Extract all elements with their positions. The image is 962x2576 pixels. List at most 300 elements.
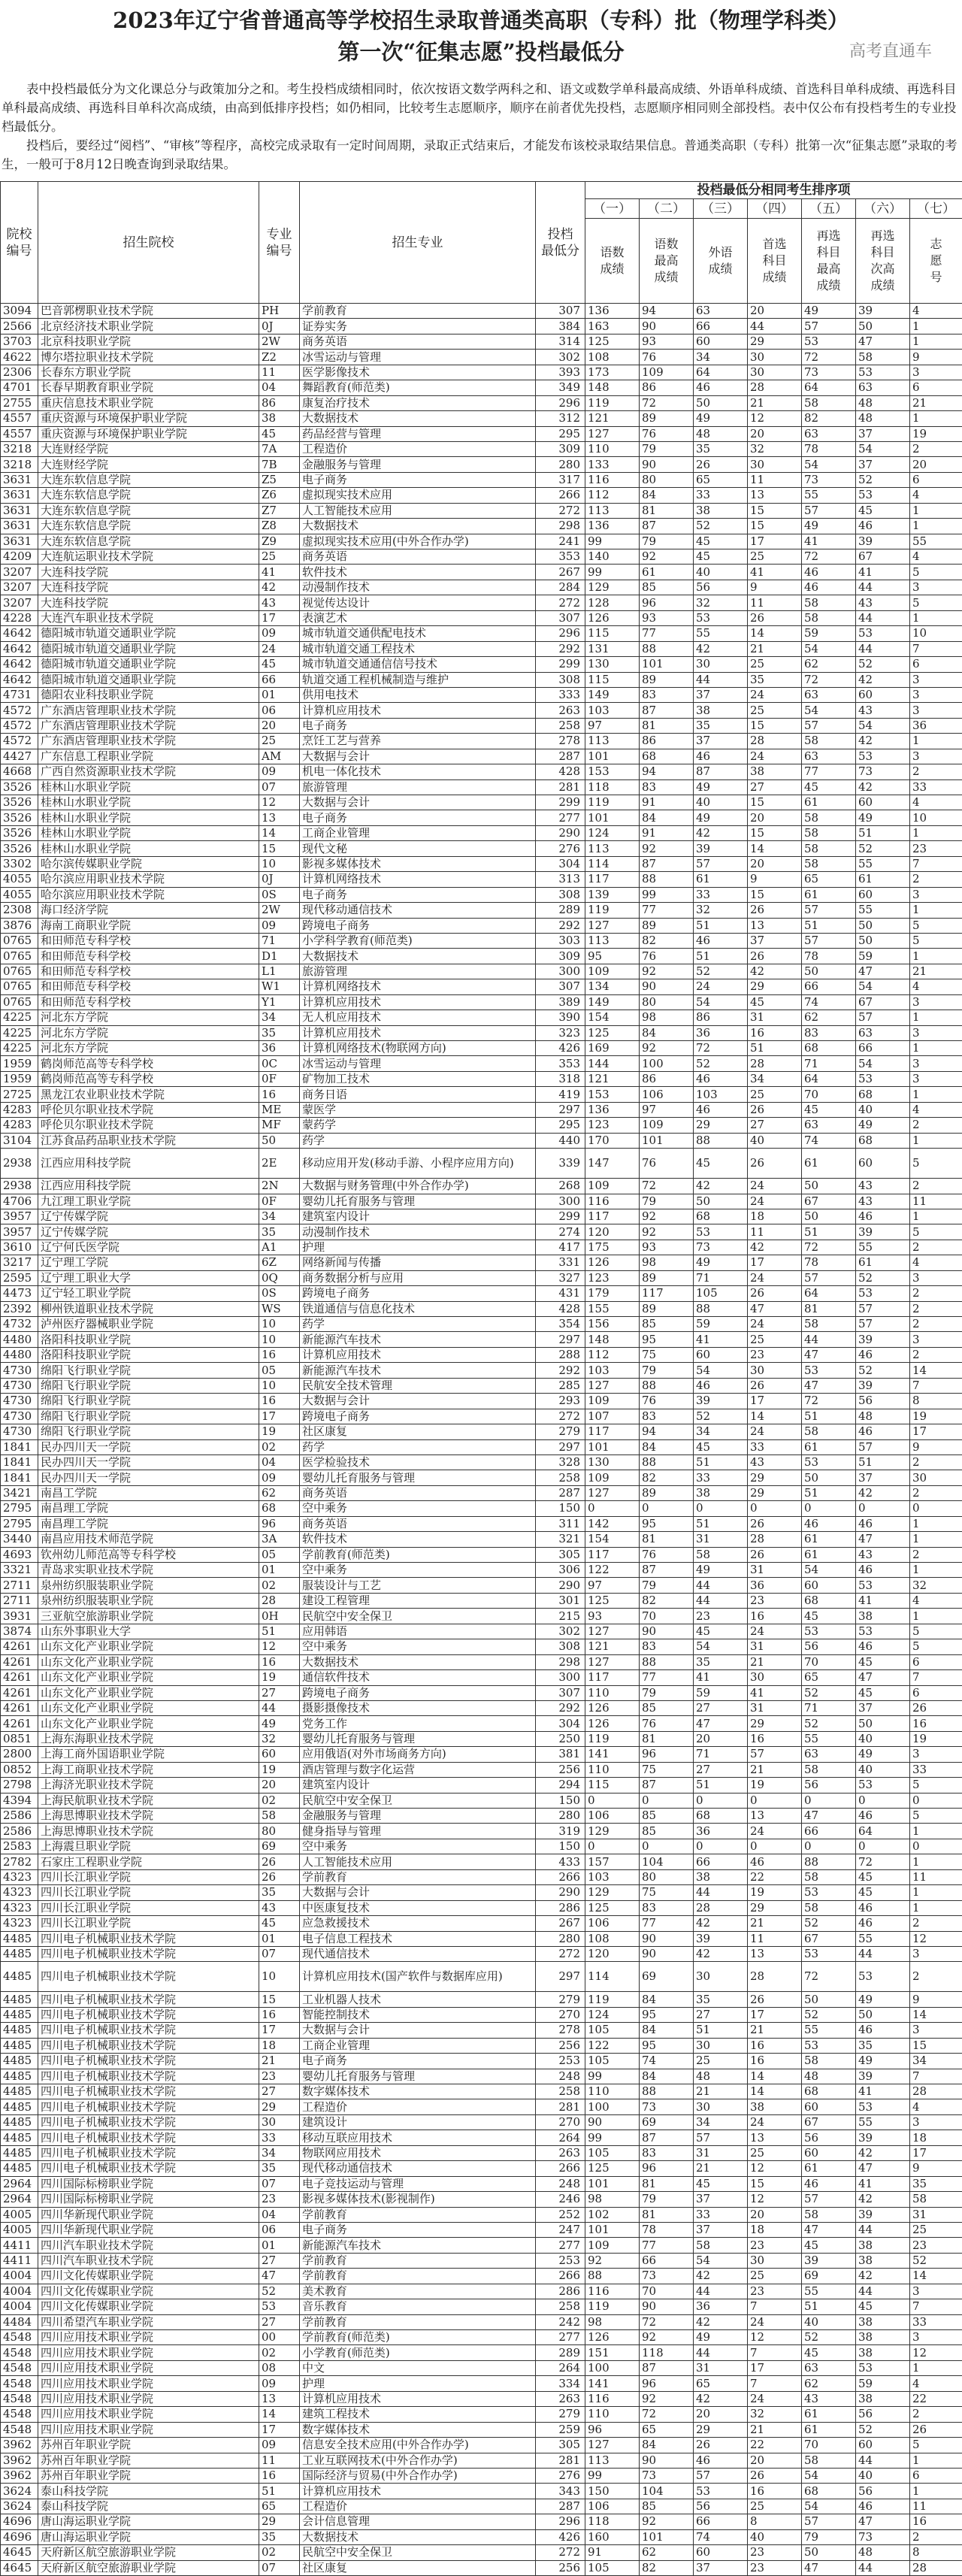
score-top-single: 92 (640, 549, 694, 565)
table-row (1, 2545, 962, 2560)
score-foreign-lang: 44 (694, 2284, 748, 2299)
score-top-single: 92 (640, 1224, 694, 1240)
major-name: 现代移动通信技术 (300, 903, 536, 918)
score-foreign-lang: 64 (694, 365, 748, 380)
major-code: 47 (259, 2269, 300, 2284)
school-code: 2938 (1, 1179, 38, 1194)
score-chinese-math: 101 (585, 2222, 640, 2237)
major-name: 商务数据分析与应用 (300, 1270, 536, 1285)
major-name: 学前教育 (300, 2314, 536, 2329)
score-top-single: 77 (640, 1670, 694, 1685)
score-first-subject: 21 (748, 1654, 802, 1669)
school-name: 上海震旦职业学院 (38, 1839, 259, 1854)
major-code: 2W (259, 334, 300, 349)
school-code: 4557 (1, 411, 38, 426)
school-name: 上海工商职业技术学院 (38, 1762, 259, 1777)
score-top-single: 77 (640, 2238, 694, 2253)
school-code: 3218 (1, 441, 38, 456)
min-score: 277 (536, 810, 585, 825)
score-foreign-lang: 34 (694, 1424, 748, 1439)
score-foreign-lang: 71 (694, 1270, 748, 1285)
score-first-subject: 16 (748, 2054, 802, 2069)
major-code: 06 (259, 703, 300, 718)
score-reselect-top: 51 (802, 1485, 856, 1500)
score-chinese-math: 127 (585, 1485, 640, 1500)
score-reselect-top: 70 (802, 2438, 856, 2453)
min-score: 281 (536, 2453, 585, 2468)
score-reselect-second: 63 (856, 380, 910, 395)
score-top-single: 83 (640, 779, 694, 795)
score-first-subject: 17 (748, 534, 802, 549)
min-score: 349 (536, 380, 585, 395)
score-reselect-second: 53 (856, 749, 910, 764)
school-code: 2938 (1, 1149, 38, 1179)
score-top-single: 0 (640, 1501, 694, 1516)
score-reselect-top: 88 (802, 1854, 856, 1869)
school-name: 德阳城市轨道交通职业学院 (38, 626, 259, 641)
major-name: 矿物加工技术 (300, 1071, 536, 1086)
score-reselect-top: 63 (802, 426, 856, 441)
score-foreign-lang: 26 (694, 2438, 748, 2453)
header-order-2: （二） (640, 199, 694, 219)
choice-number: 12 (910, 1931, 962, 1946)
score-top-single: 76 (640, 1716, 694, 1731)
score-first-subject: 26 (748, 610, 802, 625)
table-row (1, 2114, 962, 2130)
score-first-subject: 13 (748, 1809, 802, 1824)
choice-number: 1 (910, 519, 962, 534)
school-code: 3526 (1, 779, 38, 795)
score-reselect-top: 61 (802, 1547, 856, 1562)
score-reselect-second: 56 (856, 1394, 910, 1409)
min-score: 263 (536, 2145, 585, 2160)
score-first-subject: 35 (748, 672, 802, 687)
choice-number: 5 (910, 595, 962, 610)
score-reselect-top: 50 (802, 1209, 856, 1224)
min-score: 278 (536, 2023, 585, 2038)
score-reselect-second: 48 (856, 411, 910, 426)
score-first-subject: 30 (748, 2253, 802, 2268)
school-name: 大连东软信息学院 (38, 488, 259, 503)
header-order-6: （六） (856, 199, 910, 219)
score-reselect-top: 57 (802, 1270, 856, 1285)
major-code: Z2 (259, 350, 300, 365)
score-top-single: 68 (640, 749, 694, 764)
score-reselect-top: 45 (802, 779, 856, 795)
min-score: 280 (536, 1931, 585, 1946)
score-top-single: 89 (640, 918, 694, 933)
min-score: 299 (536, 1209, 585, 1224)
score-chinese-math: 123 (585, 1270, 640, 1285)
score-first-subject: 23 (748, 2560, 802, 2575)
choice-number: 12 (910, 2345, 962, 2360)
school-name: 四川电子机械职业技术学院 (38, 2054, 259, 2069)
major-code: Z9 (259, 534, 300, 549)
choice-number: 2 (910, 1286, 962, 1301)
school-name: 辽宁轻工职业学院 (38, 1286, 259, 1301)
major-name: 现代文秘 (300, 841, 536, 856)
school-code: 4323 (1, 1869, 38, 1884)
score-chinese-math: 140 (585, 549, 640, 565)
school-code: 4261 (1, 1716, 38, 1731)
choice-number: 2 (910, 1454, 962, 1470)
min-score: 256 (536, 2038, 585, 2053)
score-chinese-math: 119 (585, 903, 640, 918)
major-code: 17 (259, 1409, 300, 1424)
school-code: 3624 (1, 2484, 38, 2499)
score-top-single: 0 (640, 1839, 694, 1854)
major-code: 45 (259, 426, 300, 441)
score-chinese-math: 101 (585, 1439, 640, 1454)
score-reselect-second: 45 (856, 503, 910, 518)
score-foreign-lang: 54 (694, 994, 748, 1010)
score-foreign-lang: 71 (694, 1747, 748, 1762)
major-name: 学前教育 (300, 304, 536, 319)
school-name: 绵阳飞行职业学院 (38, 1363, 259, 1378)
score-top-single: 90 (640, 457, 694, 472)
table-row (1, 1731, 962, 1746)
score-first-subject: 24 (748, 1424, 802, 1439)
min-score: 272 (536, 595, 585, 610)
major-code: 43 (259, 1900, 300, 1915)
score-first-subject: 7 (748, 2345, 802, 2360)
score-top-single: 72 (640, 2314, 694, 2329)
school-name: 南昌理工学院 (38, 1516, 259, 1531)
school-name: 山东文化产业职业学院 (38, 1654, 259, 1669)
score-foreign-lang: 46 (694, 2453, 748, 2468)
score-foreign-lang: 44 (694, 1885, 748, 1900)
score-first-subject: 24 (748, 2314, 802, 2329)
score-table (0, 181, 962, 2576)
score-top-single: 66 (640, 2253, 694, 2268)
score-reselect-top: 55 (802, 488, 856, 503)
score-top-single: 104 (640, 1854, 694, 1869)
score-first-subject: 28 (748, 734, 802, 749)
score-first-subject: 26 (748, 1378, 802, 1393)
score-first-subject: 47 (748, 1301, 802, 1316)
score-first-subject: 31 (748, 1639, 802, 1654)
table-row (1, 825, 962, 840)
score-foreign-lang: 46 (694, 380, 748, 395)
score-reselect-top: 47 (802, 1347, 856, 1362)
major-code: 11 (259, 2453, 300, 2468)
score-top-single: 82 (640, 1593, 694, 1608)
score-chinese-math: 136 (585, 519, 640, 534)
choice-number: 14 (910, 2007, 962, 2022)
school-code: 4209 (1, 549, 38, 565)
score-first-subject: 44 (748, 319, 802, 334)
choice-number: 19 (910, 1731, 962, 1746)
score-top-single: 83 (640, 1900, 694, 1915)
major-name: 空中乘务 (300, 1563, 536, 1578)
score-top-single: 88 (640, 872, 694, 887)
school-name: 鹤岗师范高等专科学校 (38, 1056, 259, 1071)
min-score: 309 (536, 949, 585, 964)
header-criterion-1: 语数 成绩 (585, 219, 640, 304)
major-code: 06 (259, 2222, 300, 2237)
major-name: 证券实务 (300, 319, 536, 334)
score-reselect-top: 68 (802, 1593, 856, 1608)
score-chinese-math: 118 (585, 779, 640, 795)
major-code: 25 (259, 734, 300, 749)
table-row (1, 1439, 962, 1454)
score-reselect-second: 46 (856, 2023, 910, 2038)
school-code: 4283 (1, 1102, 38, 1117)
choice-number: 22 (910, 2391, 962, 2406)
school-name: 青岛求实职业技术学院 (38, 1563, 259, 1578)
score-chinese-math: 160 (585, 2529, 640, 2544)
major-name: 视觉传达设计 (300, 595, 536, 610)
score-reselect-second: 58 (856, 350, 910, 365)
score-chinese-math: 98 (585, 2314, 640, 2329)
school-code: 4485 (1, 2161, 38, 2176)
score-foreign-lang: 34 (694, 2114, 748, 2130)
major-name: 城市轨道交通工程技术 (300, 641, 536, 656)
school-name: 山东外事职业大学 (38, 1624, 259, 1639)
score-first-subject: 21 (748, 1762, 802, 1777)
table-row (1, 1931, 962, 1946)
min-score: 263 (536, 703, 585, 718)
score-reselect-second: 46 (856, 1916, 910, 1931)
school-code: 4055 (1, 887, 38, 902)
school-name: 北京经济技术职业学院 (38, 319, 259, 334)
school-name: 四川国际标榜职业学院 (38, 2192, 259, 2207)
major-code: 09 (259, 2438, 300, 2453)
major-code: A1 (259, 1240, 300, 1255)
choice-number: 4 (910, 2099, 962, 2114)
table-row (1, 411, 962, 426)
major-code: 41 (259, 565, 300, 580)
score-top-single: 0 (640, 1793, 694, 1808)
score-top-single: 81 (640, 2176, 694, 2191)
score-reselect-second: 44 (856, 2284, 910, 2299)
score-foreign-lang: 46 (694, 933, 748, 948)
min-score: 258 (536, 1470, 585, 1485)
score-reselect-top: 58 (802, 2207, 856, 2222)
score-chinese-math: 153 (585, 1087, 640, 1102)
choice-number: 2 (910, 1916, 962, 1931)
header-order-7: （七） (910, 199, 962, 219)
score-first-subject: 22 (748, 1869, 802, 1884)
school-code: 4548 (1, 2391, 38, 2406)
school-code: 3421 (1, 1485, 38, 1500)
choice-number: 1 (910, 319, 962, 334)
school-code: 4323 (1, 1900, 38, 1915)
score-reselect-top: 72 (802, 1394, 856, 1409)
score-first-subject: 15 (748, 2176, 802, 2191)
school-code: 4548 (1, 2360, 38, 2375)
score-foreign-lang: 45 (694, 534, 748, 549)
score-chinese-math: 108 (585, 1931, 640, 1946)
school-name: 民办四川天一学院 (38, 1470, 259, 1485)
school-code: 3703 (1, 334, 38, 349)
score-reselect-top: 54 (802, 1563, 856, 1578)
school-name: 上海思博职业技术学院 (38, 1809, 259, 1824)
major-name: 影视多媒体技术 (300, 856, 536, 871)
score-first-subject: 28 (748, 380, 802, 395)
major-code: 80 (259, 1824, 300, 1839)
choice-number: 9 (910, 350, 962, 365)
choice-number: 4 (910, 795, 962, 810)
score-reselect-top: 53 (802, 1624, 856, 1639)
major-name: 建设工程管理 (300, 1593, 536, 1608)
score-chinese-math: 92 (585, 2253, 640, 2268)
score-foreign-lang: 35 (694, 441, 748, 456)
choice-number: 2 (910, 441, 962, 456)
major-code: 07 (259, 2176, 300, 2191)
school-name: 河北东方学院 (38, 1025, 259, 1040)
school-code: 4485 (1, 2084, 38, 2099)
major-name: 民航安全技术管理 (300, 1378, 536, 1393)
score-reselect-top: 63 (802, 687, 856, 702)
score-foreign-lang: 68 (694, 1209, 748, 1224)
major-code: 25 (259, 549, 300, 565)
school-name: 辽宁理工职业大学 (38, 1270, 259, 1285)
min-score: 393 (536, 365, 585, 380)
score-top-single: 97 (640, 1102, 694, 1117)
table-row (1, 1071, 962, 1086)
score-chinese-math: 175 (585, 1240, 640, 1255)
table-row (1, 1824, 962, 1839)
choice-number: 5 (910, 1624, 962, 1639)
score-top-single: 118 (640, 2345, 694, 2360)
score-first-subject: 29 (748, 979, 802, 994)
major-name: 大数据技术 (300, 1654, 536, 1669)
score-first-subject: 24 (748, 1624, 802, 1639)
choice-number: 14 (910, 2269, 962, 2284)
school-code: 3962 (1, 2453, 38, 2468)
table-row (1, 334, 962, 349)
table-row (1, 395, 962, 410)
score-reselect-second: 72 (856, 1854, 910, 1869)
school-name: 广东酒店管理职业技术学院 (38, 734, 259, 749)
score-chinese-math: 151 (585, 2345, 640, 2360)
score-reselect-second: 43 (856, 595, 910, 610)
min-score: 302 (536, 350, 585, 365)
major-code: 01 (259, 687, 300, 702)
major-code: 12 (259, 1639, 300, 1654)
header-order-5: （五） (802, 199, 856, 219)
score-top-single: 81 (640, 1532, 694, 1547)
score-reselect-top: 61 (802, 2161, 856, 2176)
score-reselect-top: 61 (802, 795, 856, 810)
min-score: 270 (536, 2007, 585, 2022)
score-reselect-second: 42 (856, 672, 910, 687)
major-name: 计算机应用技术 (300, 2391, 536, 2406)
school-code: 4693 (1, 1547, 38, 1562)
min-score: 303 (536, 933, 585, 948)
school-code: 2308 (1, 903, 38, 918)
school-name: 民办四川天一学院 (38, 1454, 259, 1470)
choice-number: 4 (910, 1102, 962, 1117)
score-reselect-second: 55 (856, 1931, 910, 1946)
score-top-single: 89 (640, 1270, 694, 1285)
score-chinese-math: 93 (585, 1609, 640, 1624)
major-name: 大数据与会计 (300, 795, 536, 810)
major-code: 38 (259, 411, 300, 426)
score-first-subject: 23 (748, 1593, 802, 1608)
choice-number: 4 (910, 1593, 962, 1608)
score-top-single: 83 (640, 2145, 694, 2160)
table-row (1, 1685, 962, 1700)
score-reselect-second: 38 (856, 2345, 910, 2360)
school-name: 南昌应用技术师范学院 (38, 1532, 259, 1547)
school-code: 4485 (1, 1962, 38, 1992)
score-reselect-top: 49 (802, 519, 856, 534)
school-name: 辽宁传媒学院 (38, 1224, 259, 1240)
table-row (1, 2438, 962, 2453)
min-score: 440 (536, 1133, 585, 1148)
school-name: 大连科技学院 (38, 580, 259, 595)
table-row (1, 1025, 962, 1040)
score-chinese-math: 150 (585, 2484, 640, 2499)
major-code: 01 (259, 2238, 300, 2253)
score-chinese-math: 110 (585, 1762, 640, 1777)
score-first-subject: 21 (748, 1916, 802, 1931)
school-code: 3874 (1, 1624, 38, 1639)
score-foreign-lang: 74 (694, 2529, 748, 2544)
score-chinese-math: 129 (585, 1885, 640, 1900)
score-chinese-math: 105 (585, 2054, 640, 2069)
choice-number: 9 (910, 1439, 962, 1454)
score-reselect-second: 56 (856, 2407, 910, 2422)
score-reselect-top: 57 (802, 503, 856, 518)
major-code: 29 (259, 2099, 300, 2114)
score-reselect-top: 73 (802, 472, 856, 487)
choice-number: 21 (910, 395, 962, 410)
score-foreign-lang: 59 (694, 1317, 748, 1332)
school-code: 4323 (1, 1916, 38, 1931)
school-name: 辽宁理工学院 (38, 1255, 259, 1270)
score-first-subject: 38 (748, 2099, 802, 2114)
score-top-single: 83 (640, 1409, 694, 1424)
major-name: 摄影摄像技术 (300, 1700, 536, 1715)
score-reselect-top: 44 (802, 1332, 856, 1347)
choice-number: 26 (910, 2422, 962, 2437)
min-score: 267 (536, 565, 585, 580)
score-top-single: 76 (640, 1149, 694, 1179)
major-name: 旅游管理 (300, 779, 536, 795)
major-code: 86 (259, 395, 300, 410)
score-reselect-second: 42 (856, 1485, 910, 1500)
major-code: 02 (259, 1793, 300, 1808)
major-code: 0S (259, 1286, 300, 1301)
school-code: 4004 (1, 2299, 38, 2314)
score-foreign-lang: 42 (694, 2391, 748, 2406)
choice-number: 3 (910, 749, 962, 764)
school-name: 苏州百年职业学院 (38, 2453, 259, 2468)
major-code: 16 (259, 1347, 300, 1362)
table-row (1, 2468, 962, 2483)
min-score: 272 (536, 503, 585, 518)
choice-number: 2 (910, 1179, 962, 1194)
major-code: 0C (259, 1056, 300, 1071)
score-reselect-second: 53 (856, 1286, 910, 1301)
school-code: 4706 (1, 1194, 38, 1209)
score-chinese-math: 112 (585, 1347, 640, 1362)
table-row (1, 2560, 962, 2575)
major-name: 电子信息工程技术 (300, 1931, 536, 1946)
score-reselect-top: 51 (802, 1409, 856, 1424)
school-code: 3526 (1, 810, 38, 825)
choice-number: 23 (910, 841, 962, 856)
school-name: 广东信息工程职业学院 (38, 749, 259, 764)
score-first-subject: 15 (748, 825, 802, 840)
major-code: 3A (259, 1532, 300, 1547)
table-row (1, 2529, 962, 2544)
min-score: 299 (536, 657, 585, 672)
score-first-subject: 16 (748, 2484, 802, 2499)
